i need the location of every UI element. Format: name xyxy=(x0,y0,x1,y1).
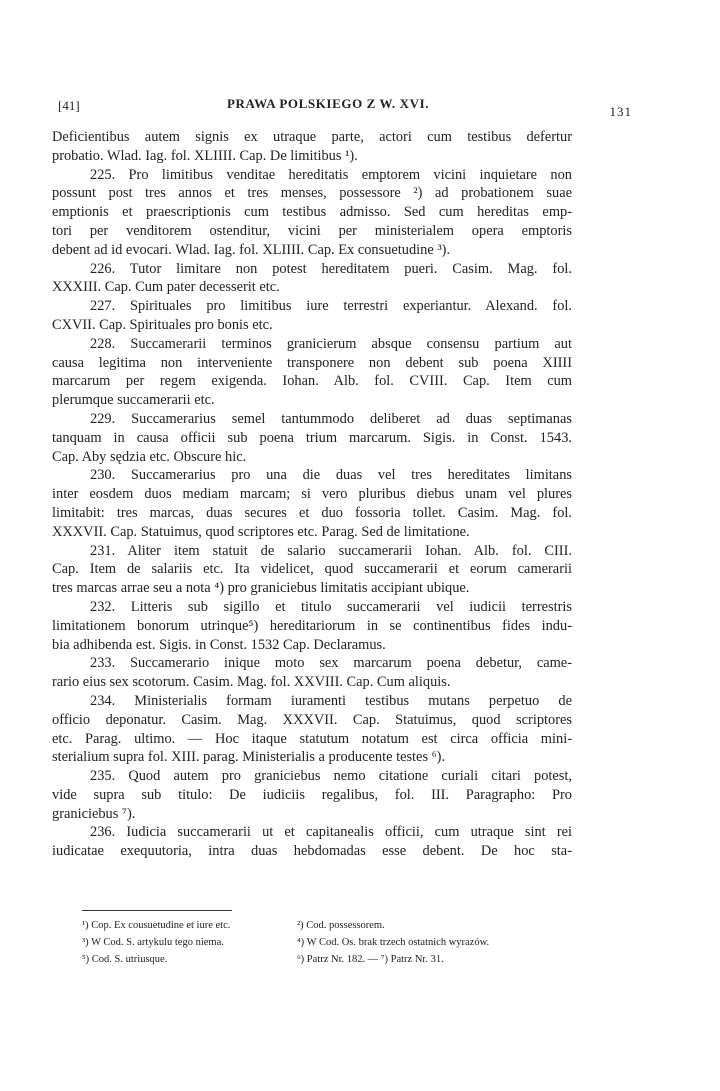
text-line: Cap. Aby sędzia etc. Obscure hic. xyxy=(52,448,247,465)
section-number: [41] xyxy=(58,98,80,113)
text-line: 228. Succamerarii terminos granicierum absque consensu partium aut xyxy=(90,335,572,352)
text-line: emptionis et praescriptionis cum testibus admisso. Sed cum hereditas emp- xyxy=(52,204,572,221)
text-line: plerumque succamerarii etc. xyxy=(52,392,215,409)
text-line: 234. Ministerialis formam iuramenti testibus mutans perpetuo de xyxy=(90,692,572,709)
running-header xyxy=(52,92,632,118)
footnotes xyxy=(52,910,572,968)
footnote: ⁴) W Cod. Os. brak trzech ostatnich wyrazów. xyxy=(297,937,490,948)
text-line: probatio. Wlad. Iag. fol. XLIIII. Cap. De limitibus ¹). xyxy=(52,147,358,164)
text-line: XXXVII. Cap. Statuimus, quod scriptores etc. Parag. Sed de limitatione. xyxy=(52,523,470,540)
text-line: officio deponatur. Casim. Mag. XXXVII. Cap. Statuimus, quod scriptores xyxy=(52,711,572,728)
text-line: 226. Tutor limitare non potest hereditatem pueri. Casim. Mag. fol. xyxy=(90,260,572,277)
text-line: tori per venditorem ostenditur, vicini per ministerialem opera emptoris xyxy=(52,222,572,239)
footnote-rule xyxy=(82,910,232,911)
footnote-row xyxy=(52,951,572,968)
text-line: CXVII. Cap. Spirituales pro bonis etc. xyxy=(52,316,273,333)
footnote: ³) W Cod. S. artykulu tego niema. xyxy=(82,937,224,948)
body-text xyxy=(52,128,572,861)
text-line: inter eosdem duos mediam marcam; si vero pluribus diebus unam vel plures xyxy=(52,486,572,503)
text-line: limitationem bonorum utrinque⁵) hereditariorum in se continentibus fides indu- xyxy=(52,617,572,634)
text-line: tres marcas arrae seu a nota ⁴) pro graniciebus limitatis accipiant ubique. xyxy=(52,580,470,597)
text-line: 227. Spirituales pro limitibus iure terrestri experiantur. Alexand. fol. xyxy=(90,298,572,315)
text-line: Deficientibus autem signis ex utraque parte, actori cum testibus defertur xyxy=(52,129,572,145)
text-line: rario eius sex scotorum. Casim. Mag. fol. XXVIII. Cap. Cum aliquis. xyxy=(52,674,451,691)
text-line: 230. Succamerarius pro una die duas vel tres hereditates limitans xyxy=(90,467,572,484)
text-line: limitabit: tres marcas, duas secures et duo fossoria tollet. Casim. Mag. fol. xyxy=(52,504,572,521)
text-line: possunt post tres annos et tres menses, possessore ²) ad probationem suae xyxy=(52,185,572,202)
text-line: sterialium supra fol. XIII. parag. Ministerialis a producente testes ⁶). xyxy=(52,749,446,766)
text-line: etc. Parag. ultimo. — Hoc itaque statutum notatum est circa officia mini- xyxy=(52,730,572,747)
text-line: 235. Quod autem pro graniciebus nemo citatione curiali citari potest, xyxy=(90,768,572,785)
page-title: PRAWA POLSKIEGO Z W. XVI. xyxy=(227,96,430,111)
text-line: 231. Aliter item statuit de salario succamerarii Iohan. Alb. fol. CIII. xyxy=(90,542,572,559)
text-line: tanquam in causa officii sub poena trium marcarum. Sigis. in Const. 1543. xyxy=(52,429,572,446)
text-line: Cap. Item de salariis etc. Ita videlicet, quod succamerarii et eorum camerarii xyxy=(52,561,572,578)
text-line: 229. Succamerarius semel tantummodo deliberet ad duas septimanas xyxy=(90,410,572,427)
text-line: 225. Pro limitibus venditae hereditatis emptorem vicini inquietare non xyxy=(90,166,572,183)
footnote-row xyxy=(52,934,572,951)
text-line: iudicatae exequutoria, intra duas hebdomadas esse debent. De hoc sta- xyxy=(52,843,572,860)
text-line: 232. Litteris sub sigillo et titulo succamerarii vel iudicii terrestris xyxy=(90,598,572,615)
text-line: graniciebus ⁷). xyxy=(52,805,136,822)
text-line: 233. Succamerario inique moto sex marcarum poena debetur, came- xyxy=(90,655,572,672)
footnote: ²) Cod. possessorem. xyxy=(297,920,385,931)
footnote: ⁶) Patrz Nr. 182. — ⁷) Patrz Nr. 31. xyxy=(297,954,444,965)
footnote: ⁵) Cod. S. utriusque. xyxy=(82,954,168,965)
text-line: debent ad id evocari. Wlad. Iag. fol. XLIIII. Cap. Ex consuetudine ³). xyxy=(52,241,451,258)
text-line: vide supra sub titulo: De iudiciis regalibus, fol. III. Paragrapho: Pro xyxy=(52,786,572,803)
text-line: causa legitima non interveniente transponere non debent sub poena XIIII xyxy=(52,354,572,371)
footnote-row xyxy=(52,917,572,934)
text-line: 236. Iudicia succamerarii ut et capitanealis officii, cum utraque sint rei xyxy=(90,824,572,841)
page-number: 131 xyxy=(609,104,632,119)
text-line: marcarum per regem exigenda. Iohan. Alb. fol. CVIII. Cap. Item cum xyxy=(52,373,572,390)
footnote: ¹) Cop. Ex cousuetudine et iure etc. xyxy=(82,920,231,931)
text-line: bia adhibenda est. Sigis. in Const. 1532 Cap. Declaramus. xyxy=(52,636,386,653)
text-line: XXXIII. Cap. Cum pater decesserit etc. xyxy=(52,279,280,296)
footnote-list xyxy=(52,917,572,968)
